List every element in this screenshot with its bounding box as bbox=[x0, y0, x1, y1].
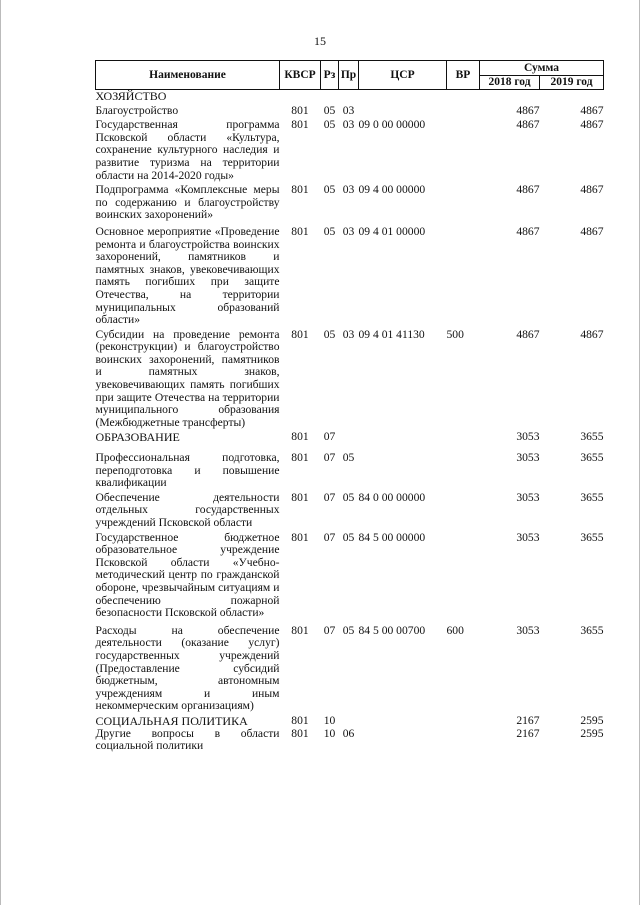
row-rz: 07 bbox=[323, 530, 336, 544]
row-rz: 07 bbox=[323, 430, 336, 444]
row-kvsr: 801 bbox=[291, 224, 309, 238]
row-rz: 05 bbox=[323, 118, 336, 132]
row-kvsr: 801 bbox=[291, 530, 309, 544]
row-pr: 03 bbox=[342, 118, 355, 132]
table-row bbox=[96, 728, 604, 753]
row-vr bbox=[447, 182, 480, 222]
row-vr bbox=[447, 444, 480, 490]
row-pr: 03 bbox=[342, 224, 355, 238]
row-amount-2019: 3655 bbox=[580, 530, 604, 544]
row-amount-2018: 2167 bbox=[516, 713, 540, 727]
header-vr: ВР bbox=[447, 61, 480, 90]
table-row bbox=[96, 327, 604, 430]
row-csr: 09 0 00 00000 bbox=[358, 118, 426, 132]
row-rz: 10 bbox=[323, 713, 336, 727]
table-row bbox=[96, 530, 604, 620]
header-rz: Рз bbox=[321, 61, 339, 90]
row-vr bbox=[447, 103, 480, 118]
row-kvsr: 801 bbox=[291, 183, 309, 197]
header-kvsr: КВСР bbox=[280, 61, 321, 90]
row-vr bbox=[447, 490, 480, 530]
row-pr: 05 bbox=[342, 530, 355, 544]
row-name: ОБРАЗОВАНИЕ bbox=[95, 430, 180, 445]
row-amount-2018: 3053 bbox=[516, 530, 540, 544]
row-rz: 05 bbox=[323, 327, 336, 341]
row-pr: 05 bbox=[342, 490, 355, 504]
row-name: Субсидии на проведение ремонта (реконструкции) и благоустройство воинских захоронений, памятников и памятных знаков, увековечивающих память погибших при защите Отечества на территории муниципального образования (Межбюджетные трансферты) bbox=[95, 327, 280, 429]
row-kvsr: 801 bbox=[291, 623, 309, 637]
row-kvsr: 801 bbox=[291, 103, 309, 117]
row-amount-2019: 3655 bbox=[580, 490, 604, 504]
row-kvsr: 801 bbox=[291, 118, 309, 132]
row-amount-2019: 4867 bbox=[580, 118, 604, 132]
row-name: Другие вопросы в области социальной политики bbox=[95, 726, 280, 753]
header-name: Наименование bbox=[96, 61, 280, 90]
row-csr: 84 5 00 00000 bbox=[358, 530, 426, 544]
row-rz: 05 bbox=[323, 183, 336, 197]
row-csr: 09 4 01 41130 bbox=[358, 327, 425, 341]
row-vr bbox=[447, 117, 480, 182]
row-vr bbox=[447, 222, 480, 327]
row-name: ХОЗЯЙСТВО bbox=[95, 89, 167, 103]
table-row bbox=[96, 182, 604, 222]
table-row bbox=[96, 620, 604, 713]
row-csr bbox=[359, 728, 447, 753]
row-amount-2018: 3053 bbox=[516, 623, 540, 637]
row-pr bbox=[339, 90, 359, 103]
table-body bbox=[96, 90, 604, 753]
row-name: Расходы на обеспечение деятельности (оказание услуг) государственных учреждений (Предоставление субсидий бюджетным, автономным учреждениям и иным некоммерческим организациям) bbox=[95, 623, 280, 713]
row-rz: 10 bbox=[323, 726, 336, 740]
row-kvsr: 801 bbox=[291, 327, 309, 341]
header-pr: Пр bbox=[339, 61, 359, 90]
row-name: Основное мероприятие «Проведение ремонта и благоустройства воинских захоронений, памятников и памятных знаков, увековечивающих память погибших при защите Отечества, на территории муниципальных образований области» bbox=[95, 224, 280, 327]
header-year-2019: 2019 год bbox=[540, 76, 604, 90]
row-amount-2018: 4867 bbox=[516, 327, 540, 341]
page-number: 15 bbox=[314, 34, 326, 48]
section-heading-row bbox=[96, 429, 604, 444]
row-rz: 07 bbox=[323, 623, 336, 637]
row-csr: 09 4 01 00000 bbox=[358, 224, 426, 238]
row-kvsr: 801 bbox=[291, 726, 309, 740]
row-amount-2019: 4867 bbox=[580, 103, 604, 117]
row-rz: 07 bbox=[323, 490, 336, 504]
row-csr bbox=[359, 429, 447, 444]
row-name: Благоустройство bbox=[95, 103, 179, 117]
row-amount-2018: 4867 bbox=[516, 224, 540, 238]
row-amount-2019: 3655 bbox=[580, 430, 604, 444]
row-amount-2019: 4867 bbox=[580, 183, 604, 197]
row-kvsr bbox=[280, 90, 321, 103]
row-pr: 06 bbox=[342, 726, 355, 740]
table-row bbox=[96, 444, 604, 490]
row-amount-2019: 4867 bbox=[580, 327, 604, 341]
table-row bbox=[96, 103, 604, 118]
section-heading-row bbox=[96, 713, 604, 728]
header-year-2018: 2018 год bbox=[480, 76, 540, 90]
row-pr: 03 bbox=[342, 327, 355, 341]
row-vr bbox=[447, 728, 480, 753]
row-pr bbox=[339, 429, 359, 444]
table-row bbox=[96, 117, 604, 182]
row-csr bbox=[359, 713, 447, 728]
row-pr: 05 bbox=[342, 623, 355, 637]
row-rz: 05 bbox=[323, 224, 336, 238]
row-vr bbox=[447, 713, 480, 728]
row-csr bbox=[359, 90, 447, 103]
row-amount-2018: 4867 bbox=[516, 183, 540, 197]
row-vr bbox=[447, 429, 480, 444]
row-amount-2018: 3053 bbox=[516, 490, 540, 504]
row-rz: 05 bbox=[323, 103, 336, 117]
row-csr bbox=[359, 444, 447, 490]
row-amount-2018: 4867 bbox=[516, 118, 540, 132]
row-pr: 05 bbox=[342, 451, 355, 465]
budget-table bbox=[95, 60, 604, 753]
row-vr: 600 bbox=[446, 623, 464, 637]
row-name: Подпрограмма «Комплексные меры по содержанию и благоустройству воинских захоронений» bbox=[95, 183, 280, 222]
row-csr: 09 4 00 00000 bbox=[358, 183, 426, 197]
header-csr: ЦСР bbox=[359, 61, 447, 90]
row-kvsr: 801 bbox=[291, 451, 309, 465]
table-header bbox=[96, 61, 604, 90]
row-vr bbox=[447, 90, 480, 103]
row-amount-2019 bbox=[540, 90, 604, 103]
row-amount-2019: 2595 bbox=[580, 726, 604, 740]
table-row bbox=[96, 222, 604, 327]
section-heading-row bbox=[96, 90, 604, 103]
row-name: Государственная программа Псковской области «Культура, сохранение культурного наследия и развитие туризма на территории области на 2014-2020 годы» bbox=[95, 118, 280, 182]
row-pr bbox=[339, 713, 359, 728]
table-row bbox=[96, 490, 604, 530]
row-amount-2018 bbox=[480, 90, 540, 103]
row-kvsr: 801 bbox=[291, 713, 309, 727]
row-pr: 03 bbox=[342, 183, 355, 197]
row-amount-2018: 2167 bbox=[516, 726, 540, 740]
row-name: Государственное бюджетное образовательное учреждение Псковской области «Учебно-методический центр по гражданской обороне, чрезвычайным ситуациям и обеспечению пожарной безопасности Псковской области» bbox=[95, 530, 280, 620]
row-csr: 84 0 00 00000 bbox=[358, 490, 426, 504]
row-vr bbox=[447, 530, 480, 620]
row-amount-2019: 4867 bbox=[580, 224, 604, 238]
row-amount-2018: 4867 bbox=[516, 103, 540, 117]
row-amount-2019: 2595 bbox=[580, 713, 604, 727]
header-sum: Сумма bbox=[480, 61, 604, 76]
row-amount-2018: 3053 bbox=[516, 430, 540, 444]
row-csr bbox=[359, 103, 447, 118]
row-amount-2019: 3655 bbox=[580, 451, 604, 465]
row-vr: 500 bbox=[446, 327, 464, 341]
row-kvsr: 801 bbox=[291, 430, 309, 444]
left-edge-artifact bbox=[0, 0, 1, 905]
row-csr: 84 5 00 00700 bbox=[358, 623, 426, 637]
row-amount-2018: 3053 bbox=[516, 451, 540, 465]
row-pr: 03 bbox=[342, 103, 355, 117]
row-name: Обеспечение деятельности отдельных государственных учреждений Псковской области bbox=[95, 490, 280, 529]
row-rz: 07 bbox=[323, 451, 336, 465]
row-kvsr: 801 bbox=[291, 490, 309, 504]
row-name: СОЦИАЛЬНАЯ ПОЛИТИКА bbox=[95, 713, 248, 728]
row-amount-2019: 3655 bbox=[580, 623, 604, 637]
row-name: Профессиональная подготовка, переподготовка и повышение квалификации bbox=[95, 451, 280, 490]
row-rz bbox=[321, 90, 339, 103]
